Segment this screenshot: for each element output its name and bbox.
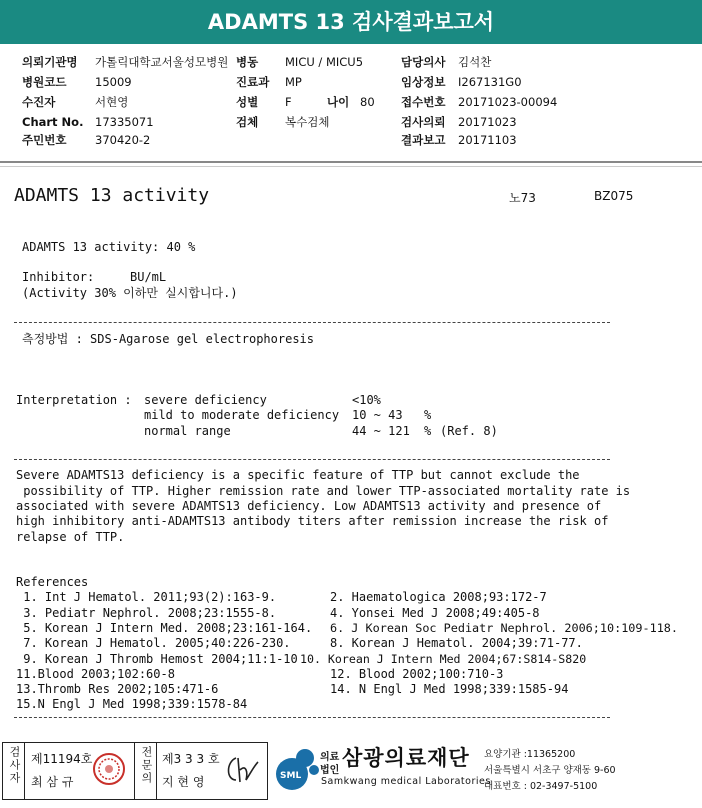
seal-stamp-icon <box>92 752 126 786</box>
reference-item: 8. Korean J Hematol. 2004;39:71-77. <box>330 636 583 650</box>
field-label: 진료과 <box>236 75 270 89</box>
field-label: 주민번호 <box>22 133 67 147</box>
reference-item: 14. N Engl J Med 1998;339:1585-94 <box>330 682 569 696</box>
field-value: 20171103 <box>458 133 517 147</box>
divider <box>14 459 610 460</box>
reference-item: 5. Korean J Intern Med. 2008;23:161-164. <box>16 621 313 635</box>
org-address: 서울특별시 서초구 양재동 9-60 <box>484 765 616 776</box>
header-field <box>22 55 78 69</box>
report-title: ADAMTS 13 검사결과보고서 <box>0 0 702 44</box>
inhibitor-unit: BU/mL <box>130 270 167 284</box>
divider <box>14 717 610 718</box>
field-label: 병동 <box>236 55 259 69</box>
field-value: 김석찬 <box>458 55 492 69</box>
field-value: I267131G0 <box>458 75 522 89</box>
divider <box>14 322 610 323</box>
divider <box>134 742 135 800</box>
inhibitor-note: (Activity 30% 이하만 실시합니다.) <box>22 286 238 300</box>
field-label: 임상정보 <box>401 75 446 89</box>
field-value: 가톨릭대학교서울성모병원 <box>95 55 229 69</box>
field-value: F <box>285 95 292 109</box>
field-value: 80 <box>360 95 375 109</box>
field-value: 370420-2 <box>95 133 151 147</box>
reference-item: 9. Korean J Thromb Hemost 2004;11:1-10 <box>16 652 298 666</box>
org-phone: 대표번호 : 02-3497-5100 <box>484 781 598 792</box>
report-code-2: BZ075 <box>594 189 634 203</box>
activity-result: ADAMTS 13 activity: 40 % <box>22 240 196 254</box>
reference-item: 2. Haematologica 2008;93:172-7 <box>330 590 547 604</box>
comment-line: possibility of TTP. Higher remission rate and lower TTP-associated mortality rate is <box>16 484 631 498</box>
interp-range: 10 ~ 43 <box>352 408 403 422</box>
header-divider-thin <box>0 166 702 167</box>
interpretation-label: Interpretation : <box>16 393 132 407</box>
interp-unit: % <box>424 424 432 438</box>
field-label: 결과보고 <box>401 133 446 147</box>
org-prefix: 의료 <box>320 752 340 763</box>
report-code-1: 노73 <box>509 191 536 205</box>
field-value: 17335071 <box>95 115 154 129</box>
field-value: MP <box>285 75 302 89</box>
field-value: 20171023-00094 <box>458 95 558 109</box>
field-label: 검체 <box>236 115 259 129</box>
field-label: 수진자 <box>22 95 56 109</box>
reference-item: 7. Korean J Hematol. 2005;40:226-230. <box>16 636 291 650</box>
field-label: Chart No. <box>22 115 84 129</box>
field-value: 복수검체 <box>285 115 330 129</box>
comment-line: high inhibitory anti-ADAMTS13 antibody titers after remission increase the risk of <box>16 514 609 528</box>
interp-name: mild to moderate deficiency <box>144 408 340 422</box>
interp-range: 44 ~ 121 <box>352 424 410 438</box>
field-value: MICU / MICU5 <box>285 55 364 69</box>
interp-name: normal range <box>144 424 231 438</box>
field-label: 의뢰기관명 <box>22 55 78 69</box>
reviewer-license: 제3 3 3 호 <box>162 752 220 766</box>
org-prefix: 법인 <box>320 765 340 776</box>
checker-license: 제11194호 <box>31 752 93 766</box>
interp-ref: (Ref. 8) <box>440 424 498 438</box>
reference-item: 10. Korean J Intern Med 2004;67:S814-S820 <box>300 652 587 666</box>
comment-line: associated with severe ADAMTS13 deficiency. Low ADAMTS13 activity and presence of <box>16 499 602 513</box>
field-value: 15009 <box>95 75 132 89</box>
reference-item: 1. Int J Hematol. 2011;93(2):163-9. <box>16 590 277 604</box>
logo-text: SML <box>280 771 302 781</box>
org-name: 삼광의료재단 <box>342 746 470 770</box>
field-value: 서현영 <box>95 95 129 109</box>
org-code: 요양기관 :11365200 <box>484 749 576 760</box>
sml-logo-icon <box>272 746 320 792</box>
checker-label: 검사자 <box>8 746 21 785</box>
reference-item: 4. Yonsei Med J 2008;49:405-8 <box>330 606 540 620</box>
org-english-name: Samkwang medical Laboratories <box>321 776 491 787</box>
header-divider <box>0 161 702 163</box>
field-label: 담당의사 <box>401 55 446 69</box>
reviewer-name: 지 현 영 <box>162 775 205 789</box>
method-line: 측정방법 : SDS-Agarose gel electrophoresis <box>22 332 315 346</box>
references-title: References <box>16 575 89 589</box>
footer <box>0 738 702 808</box>
comment-line: Severe ADAMTS13 deficiency is a specific feature of TTP but cannot exclude the <box>16 468 580 482</box>
field-label: 성별 <box>236 95 259 109</box>
interp-name: severe deficiency <box>144 393 267 407</box>
reference-item: 6. J Korean Soc Pediatr Nephrol. 2006;10:109-118. <box>330 621 679 635</box>
reference-item: 3. Pediatr Nephrol. 2008;23:1555-8. <box>16 606 277 620</box>
field-label: 검사의뢰 <box>401 115 446 129</box>
field-label: 접수번호 <box>401 95 446 109</box>
field-label: 병원코드 <box>22 75 67 89</box>
reference-item: 15.N Engl J Med 1998;339:1578-84 <box>16 697 248 711</box>
reference-item: 13.Thromb Res 2002;105:471-6 <box>16 682 219 696</box>
interp-range: <10% <box>352 393 381 407</box>
checker-name: 최 삼 규 <box>31 775 74 789</box>
divider <box>24 742 25 800</box>
divider <box>156 742 157 800</box>
comment-line: relapse of TTP. <box>16 530 125 544</box>
reviewer-label: 전문의 <box>140 746 153 785</box>
field-label: 나이 <box>327 95 350 109</box>
reference-item: 11.Blood 2003;102:60-8 <box>16 667 175 681</box>
field-value: 20171023 <box>458 115 517 129</box>
reference-item: 12. Blood 2002;100:710-3 <box>330 667 504 681</box>
inhibitor-label: Inhibitor: <box>22 270 95 284</box>
interp-unit: % <box>424 408 432 422</box>
signature-icon <box>222 752 262 786</box>
report-heading: ADAMTS 13 activity <box>14 185 210 206</box>
